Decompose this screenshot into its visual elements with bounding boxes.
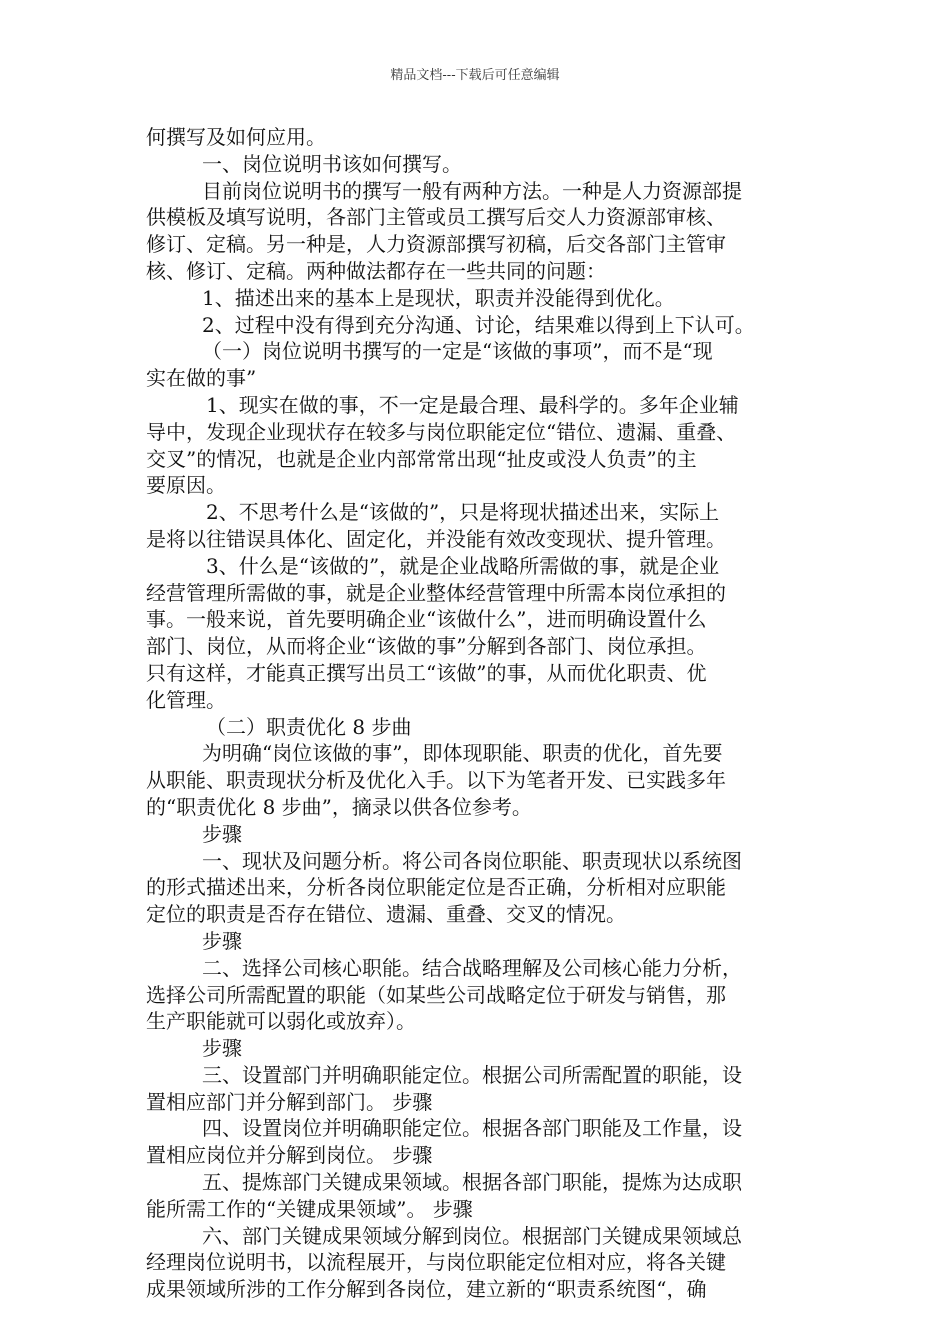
text-line: 部门、岗位，从而将企业“该做的事”分解到各部门、岗位承担。 [146, 634, 707, 659]
text-line: 交叉”的情况，也就是企业内部常常出现“扯皮或没人负责”的主 [146, 446, 697, 471]
text-line: 步骤 [202, 821, 242, 846]
text-line: 一、现状及问题分析。将公司各岗位职能、职责现状以系统图 [202, 848, 742, 873]
text-line: 核、修订、定稿。两种做法都存在一些共同的问题： [146, 258, 606, 283]
text-line: 生产职能就可以弱化或放弃）。 [146, 1009, 416, 1034]
text-line: （二）职责优化 8 步曲 [206, 714, 412, 739]
text-line: 三、设置部门并明确职能定位。根据公司所需配置的职能，设 [202, 1062, 742, 1087]
text-line: 目前岗位说明书的撰写一般有两种方法。一种是人力资源部提 [202, 178, 742, 203]
text-line: 只有这样，才能真正撰写出员工“该做”的事，从而优化职责、优 [146, 660, 707, 685]
text-line: 化管理。 [146, 687, 226, 712]
text-line: 的形式描述出来，分析各岗位职能定位是否正确，分析相对应职能 [146, 875, 726, 900]
text-line: 置相应部门并分解到部门。 步骤 [146, 1089, 433, 1114]
text-line: （一）岗位说明书撰写的一定是“该做的事项”，而不是“现 [202, 339, 713, 364]
text-line: 定位的职责是否存在错位、遗漏、重叠、交叉的情况。 [146, 902, 626, 927]
text-line: 为明确“岗位该做的事”，即体现职能、职责的优化，首先要 [202, 741, 723, 766]
text-line: 修订、定稿。另一种是，人力资源部撰写初稿，后交各部门主管审 [146, 232, 726, 257]
text-line: 经营管理所需做的事，就是企业整体经营管理中所需本岗位承担的 [146, 580, 726, 605]
text-line: 3、什么是“该做的”，就是企业战略所需做的事，就是企业 [206, 553, 720, 578]
text-line: 成果领域所涉的工作分解到各岗位，建立新的“职责系统图“，确 [146, 1277, 707, 1302]
text-line: 2、过程中没有得到充分沟通、讨论，结果难以得到上下认可。 [202, 312, 755, 337]
text-line: 要原因。 [146, 473, 226, 498]
text-line: 何撰写及如何应用。 [146, 125, 326, 149]
text-line: 导中，发现企业现状存在较多与岗位职能定位“错位、遗漏、重叠、 [146, 419, 737, 444]
text-line: 是将以往错误具体化、固定化，并没能有效改变现状、提升管理。 [146, 526, 726, 551]
text-line: 从职能、职责现状分析及优化入手。以下为笔者开发、已实践多年 [146, 768, 726, 793]
text-line: 1、现实在做的事，不一定是最合理、最科学的。多年企业辅 [206, 392, 739, 417]
text-line: 四、设置岗位并明确职能定位。根据各部门职能及工作量，设 [202, 1116, 742, 1141]
document-body [146, 124, 810, 1303]
text-line: 选择公司所需配置的职能（如某些公司战略定位于研发与销售，那 [146, 982, 726, 1007]
text-line: 步骤 [202, 1036, 242, 1061]
text-line: 经理岗位说明书，以流程展开，与岗位职能定位相对应，将各关键 [146, 1250, 726, 1275]
text-line: 实在做的事” [146, 366, 257, 391]
text-line: 五、提炼部门关键成果领域。根据各部门职能，提炼为达成职 [202, 1170, 742, 1195]
text-line: 供模板及填写说明，各部门主管或员工撰写后交人力资源部审核、 [146, 205, 726, 230]
text-line: 能所需工作的“关键成果领域”。 步骤 [146, 1196, 473, 1221]
text-line: 步骤 [202, 928, 242, 953]
text-line: 2、不思考什么是“该做的”，只是将现状描述出来，实际上 [206, 500, 720, 525]
text-line: 1、描述出来的基本上是现状，职责并没能得到优化。 [202, 285, 675, 310]
text-line: 二、选择公司核心职能。结合战略理解及公司核心能力分析， [202, 955, 742, 980]
text-line: 六、部门关键成果领域分解到岗位。根据部门关键成果领域总 [202, 1223, 742, 1248]
text-line: 一、岗位说明书该如何撰写。 [202, 151, 462, 176]
page-header: 精品文档---下载后可任意编辑 [390, 68, 560, 83]
text-line: 置相应岗位并分解到岗位。 步骤 [146, 1143, 433, 1168]
text-line: 事。一般来说，首先要明确企业“该做什么”，进而明确设置什么 [146, 607, 707, 632]
text-line: 的“职责优化 8 步曲”，摘录以供各位参考。 [146, 794, 532, 819]
